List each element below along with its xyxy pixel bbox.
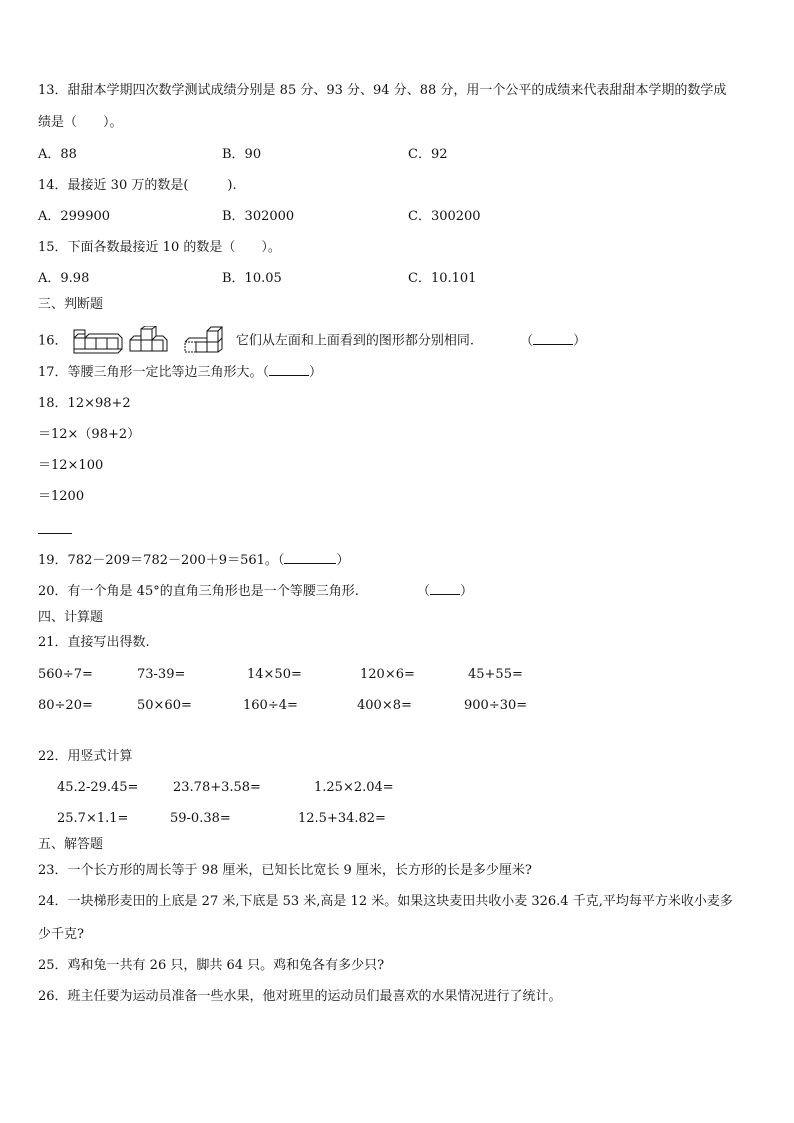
cube-figures <box>72 326 232 356</box>
q16-paren-right: ） <box>573 333 587 349</box>
q18-line1: 18．12×98+2 <box>38 396 131 411</box>
q21-item: 50×60= <box>137 698 192 713</box>
q14-text: 14．最接近 30 万的数是( ). <box>38 178 237 193</box>
q19-paren-right: ） <box>336 553 350 568</box>
q22-item: 12.5+34.82= <box>298 811 386 826</box>
q21-item: 45+55= <box>468 667 523 682</box>
q15-option-a: A．9.98 <box>38 271 90 286</box>
q14-option-c: C．300200 <box>408 209 481 224</box>
q18-line3: ＝12×100 <box>38 458 104 473</box>
q15-option-b: B．10.05 <box>222 271 282 286</box>
q17-answer-blank[interactable] <box>269 363 309 376</box>
q20-paren-left: （ <box>417 584 431 599</box>
q13-line1: 13．甜甜本学期四次数学测试成绩分别是 85 分、93 分、94 分、88 分，用一个公平的成绩来代表甜甜本学期的数学成 <box>38 83 727 98</box>
q22-item: 59-0.38= <box>170 811 231 826</box>
q24-line1: 24．一块梯形麦田的上底是 27 米,下底是 53 米,高是 12 米。如果这块麦田共收小麦 326.4 千克,平均每平方米收小麦多 <box>38 894 733 909</box>
q16-row <box>38 326 586 356</box>
q13-option-c: C．92 <box>408 147 448 162</box>
q20-paren-right: ） <box>460 584 474 599</box>
q14-option-b: B．302000 <box>222 209 295 224</box>
q13-line2: 绩是（ ）。 <box>38 115 123 130</box>
q21-item: 160÷4= <box>243 698 298 713</box>
q16-answer-blank[interactable] <box>533 332 573 345</box>
q19-answer-blank[interactable] <box>284 551 336 564</box>
q13-option-b: B．90 <box>222 147 262 162</box>
q22-item: 1.25×2.04= <box>314 780 394 795</box>
q22-item: 23.78+3.58= <box>173 780 261 795</box>
q21-item: 73-39= <box>137 667 186 682</box>
q17-row <box>38 363 322 382</box>
q21-item: 14×50= <box>247 667 302 682</box>
q20-answer-blank[interactable] <box>430 582 460 595</box>
q20-row <box>38 582 473 601</box>
q17-paren-right: ） <box>309 365 323 380</box>
section-answer-heading: 五、解答题 <box>38 837 104 852</box>
q18-answer-blank[interactable] <box>38 533 72 534</box>
q21-item: 120×6= <box>360 667 415 682</box>
q24-line2: 少千克? <box>38 927 84 942</box>
q16-text: 它们从左面和上面看到的图形都分别相同. <box>235 333 474 349</box>
q18-line4: ＝1200 <box>38 489 85 504</box>
q23-text: 23．一个长方形的周长等于 98 厘米，已知长比宽长 9 厘米，长方形的长是多少厘米? <box>38 863 532 878</box>
q19-text: 19．782－209＝782－200＋9＝561。（ <box>38 553 285 568</box>
q26-text: 26．班主任要为运动员准备一些水果，他对班里的运动员们最喜欢的水果情况进行了统计。 <box>38 989 562 1004</box>
q17-text: 17．等腰三角形一定比等边三角形大。（ <box>38 365 270 380</box>
q21-item: 400×8= <box>357 698 412 713</box>
q22-text: 22．用竖式计算 <box>38 749 133 764</box>
q13-option-a: A．88 <box>38 147 77 162</box>
q22-item: 45.2-29.45= <box>57 780 139 795</box>
section-calculation-heading: 四、计算题 <box>38 610 104 625</box>
q25-text: 25．鸡和兔一共有 26 只，脚共 64 只。鸡和兔各有多少只? <box>38 958 385 973</box>
section-judgement-heading: 三、判断题 <box>38 297 104 312</box>
q15-text: 15．下面各数最接近 10 的数是（ ）。 <box>38 240 281 255</box>
q16-number: 16． <box>38 333 68 349</box>
q21-item: 900÷30= <box>464 698 528 713</box>
cube-stack-icon <box>72 326 232 356</box>
q22-item: 25.7×1.1= <box>57 811 129 826</box>
q16-paren-left: （ <box>520 333 534 349</box>
q19-row <box>38 551 349 570</box>
q21-text: 21．直接写出得数. <box>38 635 150 650</box>
q18-line2: ＝12×（98+2） <box>38 427 141 442</box>
q14-option-a: A．299900 <box>38 209 111 224</box>
q15-option-c: C．10.101 <box>408 271 477 286</box>
q21-item: 560÷7= <box>38 667 93 682</box>
q21-item: 80÷20= <box>38 698 93 713</box>
q20-text: 20．有一个角是 45°的直角三角形也是一个等腰三角形. <box>38 584 359 599</box>
